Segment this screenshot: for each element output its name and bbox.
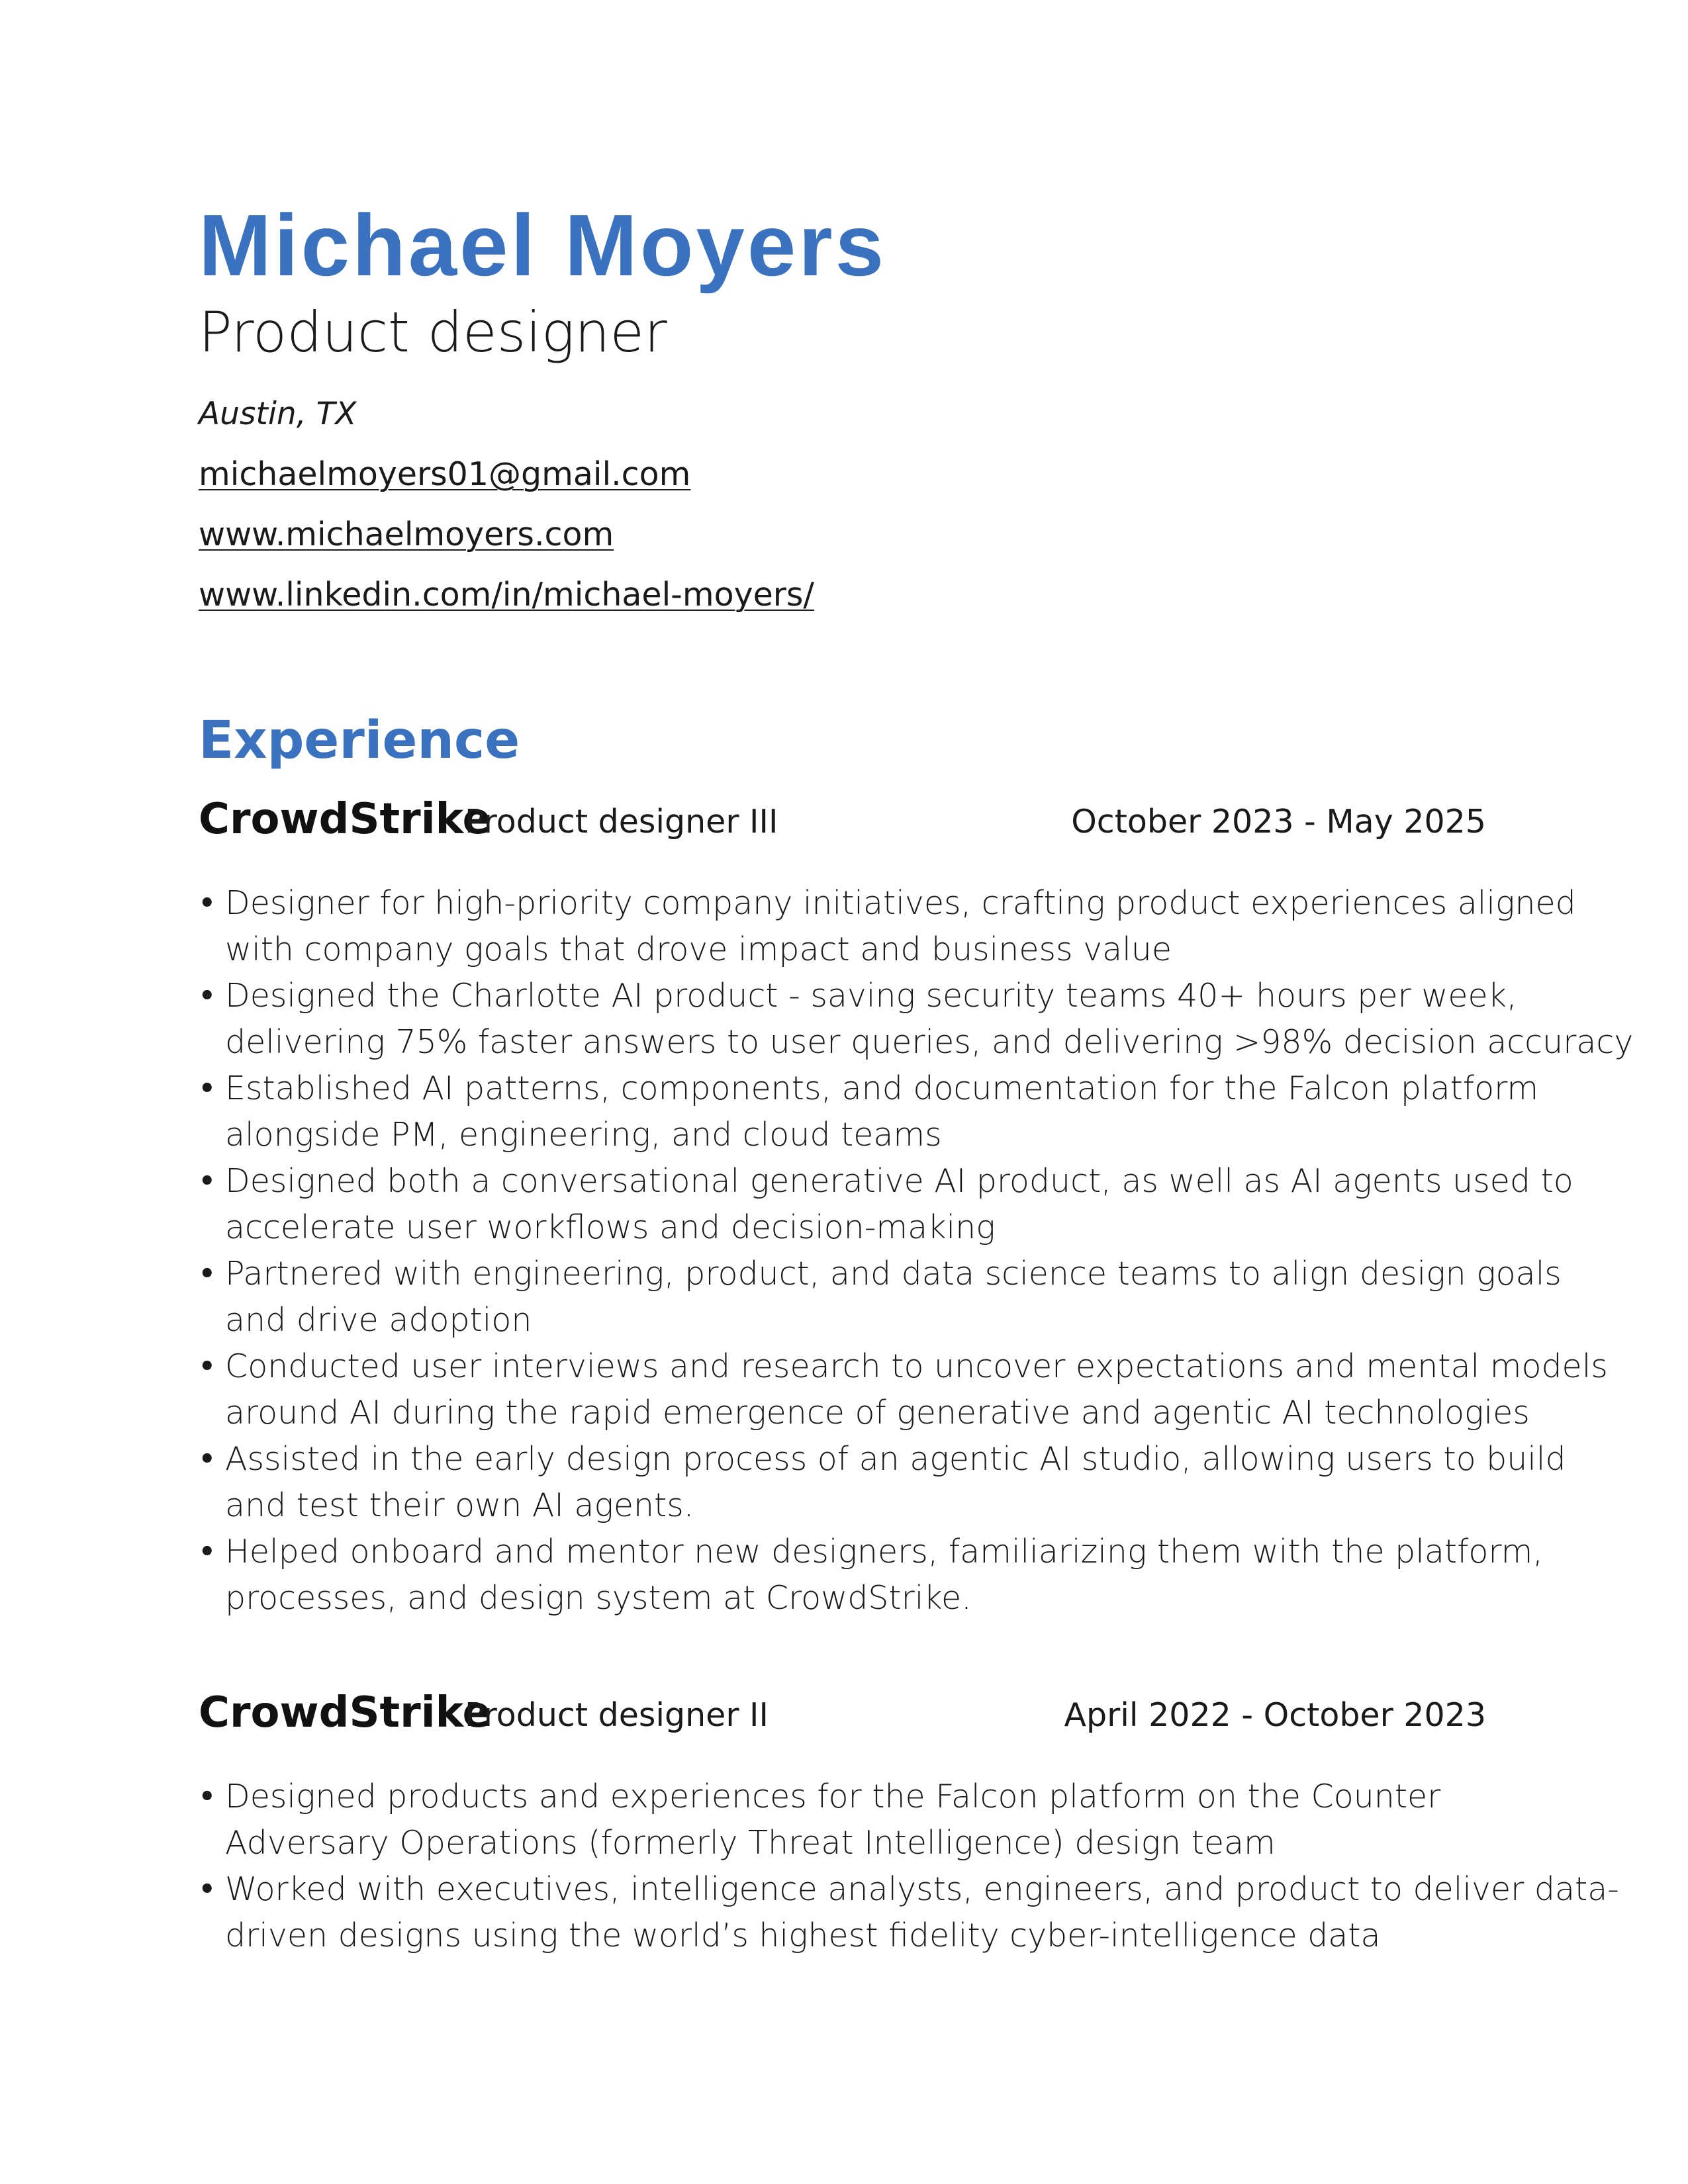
- bullet-text: with company goals that drove impact and business value: [225, 931, 1172, 968]
- bullet-text: driven designs using the world’s highest fidelity cyber-intelligence data: [225, 1917, 1381, 1954]
- bullet-marker: •: [199, 1782, 216, 1812]
- bullet-text: Designer for high-priority company initiatives, crafting product experiences aligned: [225, 884, 1576, 922]
- bullet-text: Assisted in the early design process of an agentic AI studio, allowing users to build: [225, 1440, 1566, 1478]
- candidate-role: Product designer: [199, 300, 667, 365]
- job-company: CrowdStrike: [199, 1688, 491, 1737]
- bullet-marker: •: [199, 1351, 216, 1382]
- list-item: [199, 1774, 1489, 1866]
- job-dates: April 2022 - October 2023: [1064, 1696, 1486, 1734]
- list-item: [199, 1866, 1619, 1959]
- list-item: [199, 1436, 1566, 1529]
- bullet-text: and test their own AI agents.: [225, 1486, 694, 1524]
- bullet-text: accelerate user workflows and decision-making: [225, 1208, 996, 1246]
- list-item: [199, 880, 1576, 973]
- bullet-text: Adversary Operations (formerly Threat Intelligence) design team: [225, 1824, 1276, 1862]
- bullet-text: processes, and design system at CrowdStrike.: [225, 1579, 972, 1617]
- candidate-name: Michael Moyers: [199, 197, 887, 294]
- website-link[interactable]: www.michaelmoyers.com: [199, 516, 614, 553]
- job-bullet-list: [199, 880, 1634, 1621]
- job-header: [199, 1681, 1486, 1737]
- bullet-text: Conducted user interviews and research to uncover expectations and mental models: [225, 1347, 1608, 1385]
- list-item: [199, 1529, 1543, 1621]
- bullet-text: Worked with executives, intelligence analysts, engineers, and product to deliver data-: [225, 1870, 1619, 1908]
- bullet-marker: •: [199, 888, 216, 919]
- list-item: [199, 973, 1634, 1066]
- email-link[interactable]: michaelmoyers01@gmail.com: [199, 455, 691, 493]
- bullet-text: delivering 75% faster answers to user queries, and delivering >98% decision accuracy: [225, 1023, 1634, 1061]
- bullet-text: Designed products and experiences for the Falcon platform on the Counter: [225, 1778, 1441, 1815]
- job-dates: October 2023 - May 2025: [1071, 803, 1486, 841]
- experience-heading: Experience: [199, 711, 520, 770]
- candidate-location: Austin, TX: [199, 396, 357, 432]
- linkedin-link[interactable]: www.linkedin.com/in/michael-moyers/: [199, 576, 814, 614]
- job-title: Product designer III: [465, 803, 778, 841]
- bullet-text: Designed both a conversational generative AI product, as well as AI agents used to: [225, 1162, 1573, 1200]
- job-company: CrowdStrike: [199, 795, 491, 844]
- bullet-text: Designed the Charlotte AI product - saving security teams 40+ hours per week,: [225, 977, 1517, 1015]
- bullet-marker: •: [199, 1444, 216, 1475]
- bullet-marker: •: [199, 1259, 216, 1289]
- bullet-marker: •: [199, 1537, 216, 1567]
- list-item: [199, 1066, 1539, 1158]
- bullet-text: Helped onboard and mentor new designers, familiarizing them with the platform,: [225, 1533, 1543, 1570]
- list-item: [199, 1343, 1608, 1436]
- bullet-text: Established AI patterns, components, and documentation for the Falcon platform: [225, 1069, 1539, 1107]
- bullet-marker: •: [199, 1073, 216, 1104]
- job-title: Product designer II: [465, 1696, 769, 1734]
- list-item: [199, 1251, 1562, 1343]
- bullet-marker: •: [199, 1166, 216, 1197]
- bullet-marker: •: [199, 1874, 216, 1905]
- job-header: [199, 788, 1486, 844]
- bullet-text: Partnered with engineering, product, and data science teams to align design goals: [225, 1255, 1562, 1293]
- bullet-text: and drive adoption: [225, 1301, 532, 1339]
- list-item: [199, 1158, 1573, 1251]
- job-bullet-list: [199, 1774, 1619, 1959]
- bullet-text: around AI during the rapid emergence of generative and agentic AI technologies: [225, 1394, 1530, 1432]
- bullet-text: alongside PM, engineering, and cloud teams: [225, 1116, 942, 1154]
- bullet-marker: •: [199, 981, 216, 1011]
